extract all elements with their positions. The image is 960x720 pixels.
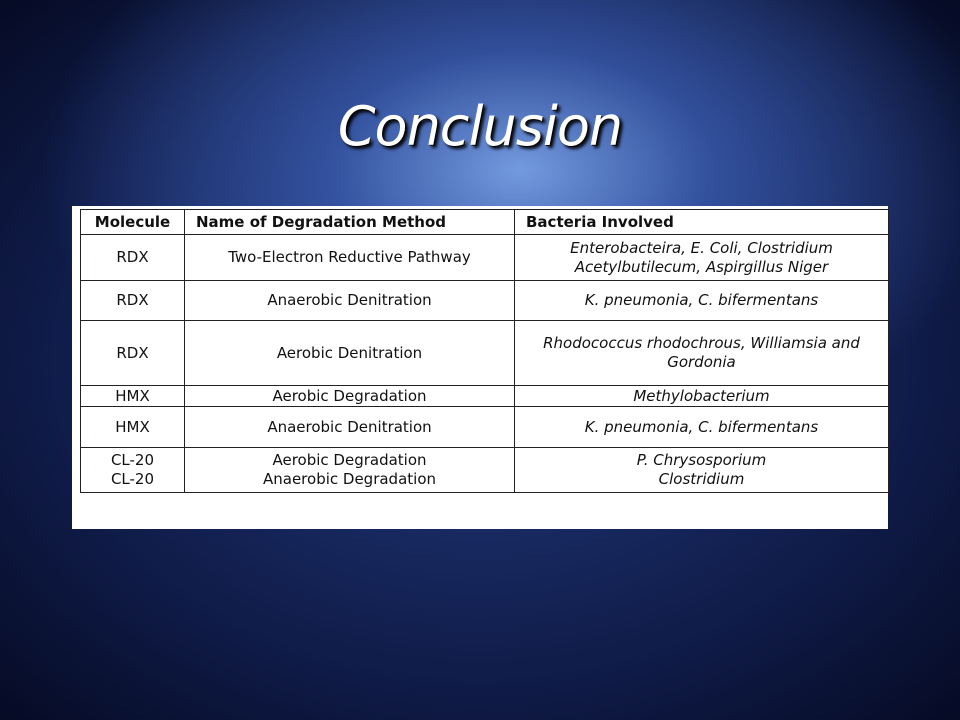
table-row [81,321,889,386]
degradation-table [80,209,889,493]
cell-method [185,448,515,493]
header-method: Name of Degradation Method [185,210,515,235]
header-molecule: Molecule [81,210,185,235]
cell-bacteria: Rhodococcus rhodochrous, Williamsia and Gordonia [515,321,889,386]
table-row [81,281,889,321]
cell-method: Anaerobic Denitration [185,281,515,321]
cell-molecule: RDX [81,321,185,386]
table-row [81,235,889,281]
cell-molecule: HMX [81,386,185,407]
cell-molecule-line: CL-20 [110,470,155,488]
cell-method: Two-Electron Reductive Pathway [185,235,515,281]
cell-method-line: Anaerobic Degradation [262,470,436,488]
table-panel [72,206,888,529]
cell-bacteria-line: Clostridium [658,470,745,488]
cell-bacteria-line: P. Chrysosporium [636,451,767,469]
cell-molecule: RDX [81,235,185,281]
table-header-row [81,210,889,235]
cell-bacteria: Methylobacterium [515,386,889,407]
header-bacteria: Bacteria Involved [515,210,889,235]
cell-method: Anaerobic Denitration [185,407,515,448]
cell-method: Aerobic Denitration [185,321,515,386]
cell-bacteria [515,448,889,493]
cell-bacteria: K. pneumonia, C. bifermentans [515,407,889,448]
table-row [81,386,889,407]
slide-title: Conclusion [337,95,623,158]
cell-molecule-line: CL-20 [110,451,155,469]
table-row [81,448,889,493]
cell-molecule: RDX [81,281,185,321]
cell-bacteria: K. pneumonia, C. bifermentans [515,281,889,321]
cell-bacteria: Enterobacteira, E. Coli, Clostridium Acetylbutilecum, Aspirgillus Niger [515,235,889,281]
cell-molecule: HMX [81,407,185,448]
cell-method: Aerobic Degradation [185,386,515,407]
cell-method-line: Aerobic Degradation [272,451,427,469]
cell-molecule [81,448,185,493]
table-row [81,407,889,448]
